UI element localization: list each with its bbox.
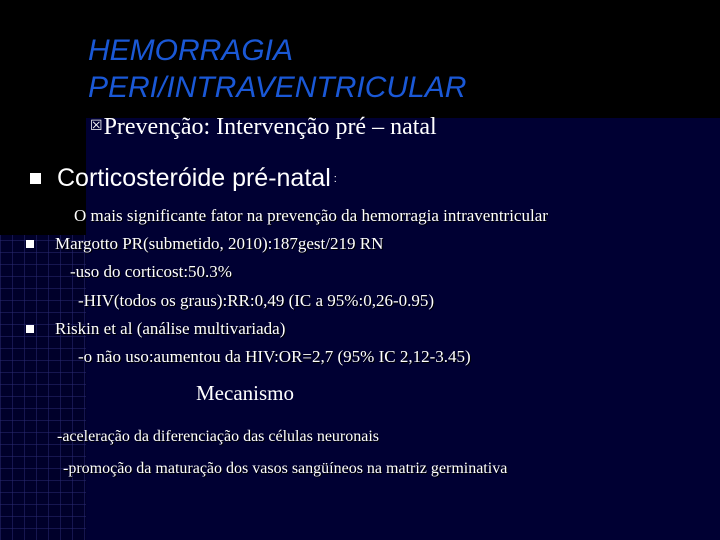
square-bullet-icon [26,325,34,333]
section-heading [30,164,337,193]
slide-title-line1: HEMORRAGIA [88,34,294,67]
slide-subtitle [90,114,437,141]
study2-title [55,319,285,339]
square-bullet-icon [30,173,41,184]
square-bullet-icon [26,240,34,248]
section-heading-text: Corticosteróide pré-natal [57,164,331,192]
intro-text: O mais significante fator na prevenção da hemorragia intraventricular [74,206,548,225]
mechanism-item-1: -aceleração da diferenciação das células neuronais [57,428,380,445]
study1-line1: -uso do corticost:50.3% [70,262,232,281]
mechanism-item-2: -promoção da maturação dos vasos sangüíneos na matriz germinativa [63,460,508,477]
subtitle-text: Prevenção: Intervenção pré – natal [103,114,437,140]
study1-title-text: Margotto PR(submetido, 2010):187gest/219 RN [55,234,384,253]
section-heading-colon: : [333,172,337,185]
slide-title [88,32,466,106]
study1-line2: -HIV(todos os graus):RR:0,49 (IC a 95%:0,26-0.95) [78,291,435,310]
slide-title-line2: PERI/INTRAVENTRICULAR [88,71,467,104]
study1-title [55,234,383,254]
study2-title-text: Riskin et al (análise multivariada) [55,319,286,338]
mechanism-title: Mecanismo [196,381,294,405]
header-band-left [0,0,86,235]
checkbox-icon: ☒ [90,118,103,134]
study2-line1: -o não uso:aumentou da HIV:OR=2,7 (95% IC 2,12-3.45) [78,347,471,366]
